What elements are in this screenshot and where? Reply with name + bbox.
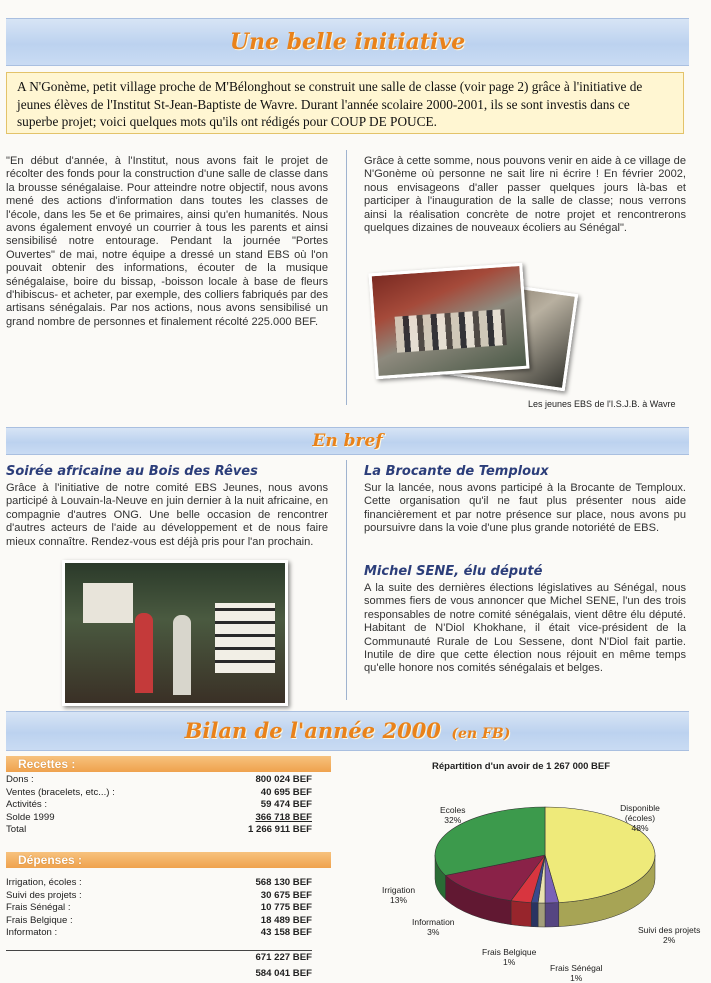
article-left-column: "En début d'année, à l'Institut, nous avons fait le projet de récolter des fonds pour la construction d'une salle de classe dans la brousse sénégalaise. Pour atteindre notre objectif, nous avons mené des actions d'information dans toutes les classes de l'école, dans les 5e et 6e primaires, ainsi qu'en humanités. Nous avons également envoyé un courrier à tous les parents et ainsi sensibilisé notre entourage. Pendant la journée "Portes Ouvertes" de mai, notre équipe a dressé un stand EBS où l'on pouvait obtenir des informations, écouter de la musique sénégalaise, boire du bissap, -boisson locale à base de fleurs d'hibiscus- et acheter, par exemple, des colliers fabriqués par des artisans sénégalais. Par nos actions, nous avons sensibilisé un grand nombre de personnes et finalement récolté 225.000 BEF. (6, 155, 328, 328)
recettes-label: Dons : (6, 774, 34, 785)
pie-label-percent: 48% (631, 823, 649, 833)
depenses-row (6, 914, 312, 927)
recettes-value: 800 024 BEF (255, 774, 312, 785)
pie-label-percent: 1% (503, 957, 516, 967)
pie-label (382, 885, 415, 905)
depenses-label: Suivi des projets : (6, 889, 82, 901)
brief-heading-sene: Michel SENE, élu député (364, 564, 543, 579)
group-photo (368, 263, 529, 379)
pie-slice-side (538, 903, 545, 927)
pie-label-name: Information (412, 917, 455, 927)
pie-label-percent: 1% (570, 973, 583, 983)
depenses-label: Irrigation, écoles : (6, 877, 82, 888)
depenses-row (6, 901, 312, 914)
pie-label-percent: 3% (427, 927, 440, 937)
recettes-label: Activités : (6, 799, 48, 811)
article-right-column: Grâce à cette somme, nous pouvons venir en aide à ce village de N'Gonème où personne ne sait lire ni écrire ! En février 2002, nous envisageons d'aller passer quelques jours là-bas et participer à l'inauguration de la salle de classe; nous verrons ainsi la réalisation concrète de notre projet et rencontrerons quelques dizaines de nouveaux écoliers au Sénégal". (364, 155, 686, 235)
pie-label-percent: 13% (390, 895, 408, 905)
bilan-band (6, 711, 689, 751)
bilan-title: Bilan de l'année 2000 (184, 718, 441, 743)
recettes-row (6, 773, 312, 786)
page-title: Une belle initiative (229, 29, 466, 55)
brief-text-sene: A la suite des dernières élections législatives au Sénégal, nous sommes fiers de vous annoncer que Michel SENE, l'un des trois responsables de notre comité sénégalais, vient dêtre élu député. Habitant de N'Diol Khokhane, il était vice-président de la Communauté Rurale de Lou Sessene, dont N'Diol fait partie. Inutile de dire que cette élection nous réjouit en même temps qu'elle honore nos comités sénégalais et belges. (364, 582, 686, 675)
depenses-value: 10 775 BEF (260, 902, 312, 914)
depenses-total-value: 671 227 BEF (255, 952, 312, 963)
pie-label-name: Ecoles (440, 805, 466, 815)
recettes-row (6, 823, 312, 836)
pie-label (440, 805, 466, 825)
recettes-value: 40 695 BEF (260, 786, 312, 798)
disponible-row (6, 967, 312, 980)
depenses-value: 43 158 BEF (260, 927, 312, 939)
depenses-header: Dépenses : (6, 852, 331, 868)
depenses-label: Frais Sénégal : (6, 902, 71, 914)
recettes-row (6, 798, 312, 811)
pie-label-name: Irrigation (382, 885, 416, 895)
recettes-row (6, 811, 312, 824)
en-bref-band (6, 427, 689, 455)
pie-label (612, 803, 668, 833)
bilan-title-suffix: (en FB) (451, 726, 511, 742)
brief-heading-brocante: La Brocante de Temploux (364, 464, 549, 479)
brief-divider (346, 460, 347, 700)
intro-box: A N'Gonème, petit village proche de M'Bélonghout se construit une salle de classe (voir page 2) grâce à l'initiative de jeunes élèves de l'Institut St-Jean-Baptiste de Wavre. Durant l'année scolaire 2000-2001, ils se sont investis dans ce superbe projet; voici quelques mots qu'ils ont rédigés pour COUP DE POUCE. (6, 72, 684, 134)
depenses-row (6, 876, 312, 889)
pie-label (638, 925, 700, 945)
recettes-value: 366 718 BEF (255, 811, 312, 823)
depenses-value: 18 489 BEF (260, 914, 312, 926)
depenses-row (6, 889, 312, 902)
recettes-label: Solde 1999 (6, 811, 55, 823)
pie-label (550, 963, 602, 983)
column-divider (346, 150, 347, 405)
pie-label-name: Frais Sénégal (550, 963, 603, 973)
depenses-total-row (6, 950, 312, 964)
stand-photo (62, 560, 288, 706)
pie-label (412, 917, 455, 937)
pie-label-name: Frais Belgique (482, 947, 537, 957)
brief-heading-soiree: Soirée africaine au Bois des Rêves (6, 464, 258, 479)
depenses-label: Frais Belgique : (6, 914, 73, 926)
brief-text-brocante: Sur la lancée, nous avons participé à la Brocante de Temploux. Cette organisation qu'il ne faut plus présenter nous aide financièrement et par notre présence sur place, nous avons pu poursuivre dans la voie d'une plus grande notoriété de EBS. (364, 482, 686, 535)
recettes-value: 1 266 911 BEF (247, 824, 312, 836)
pie-label-percent: 32% (444, 815, 462, 825)
recettes-header: Recettes : (6, 756, 331, 772)
header-band (6, 18, 689, 66)
en-bref-title: En bref (312, 431, 383, 451)
pie-label-name: Suivi des projets (638, 925, 701, 935)
recettes-row (6, 786, 312, 799)
disponible-value: 584 041 BEF (255, 968, 312, 979)
recettes-value: 59 474 BEF (260, 799, 312, 811)
brief-text-soiree: Grâce à l'initiative de notre comité EBS Jeunes, nous avons participé à Louvain-la-Neuve en juin dernier à la nuit africaine, en compagnie d'autres ONG. Une belle occasion de rencontrer d'autres acteurs de l'aide au développement et de nous faire mieux connaître. Rendez-vous est déjà pris pour l'an prochain. (6, 482, 328, 548)
chart-title: Répartition d'un avoir de 1 267 000 BEF (432, 761, 611, 772)
depenses-value: 30 675 BEF (260, 889, 312, 901)
pie-slice-side (531, 903, 538, 927)
pie-label-percent: 2% (663, 935, 676, 945)
recettes-label: Total (6, 824, 27, 836)
depenses-label: Informaton : (6, 927, 58, 939)
depenses-value: 568 130 BEF (255, 877, 312, 888)
pie-slice-side (511, 901, 531, 927)
pie-label-name: Disponible (écoles) (620, 803, 660, 823)
photo-caption: Les jeunes EBS de l'I.S.J.B. à Wavre (528, 399, 676, 409)
depenses-row (6, 926, 312, 939)
pie-label (482, 947, 536, 967)
recettes-label: Ventes (bracelets, etc...) : (6, 786, 115, 798)
pie-slice-side (545, 903, 559, 927)
